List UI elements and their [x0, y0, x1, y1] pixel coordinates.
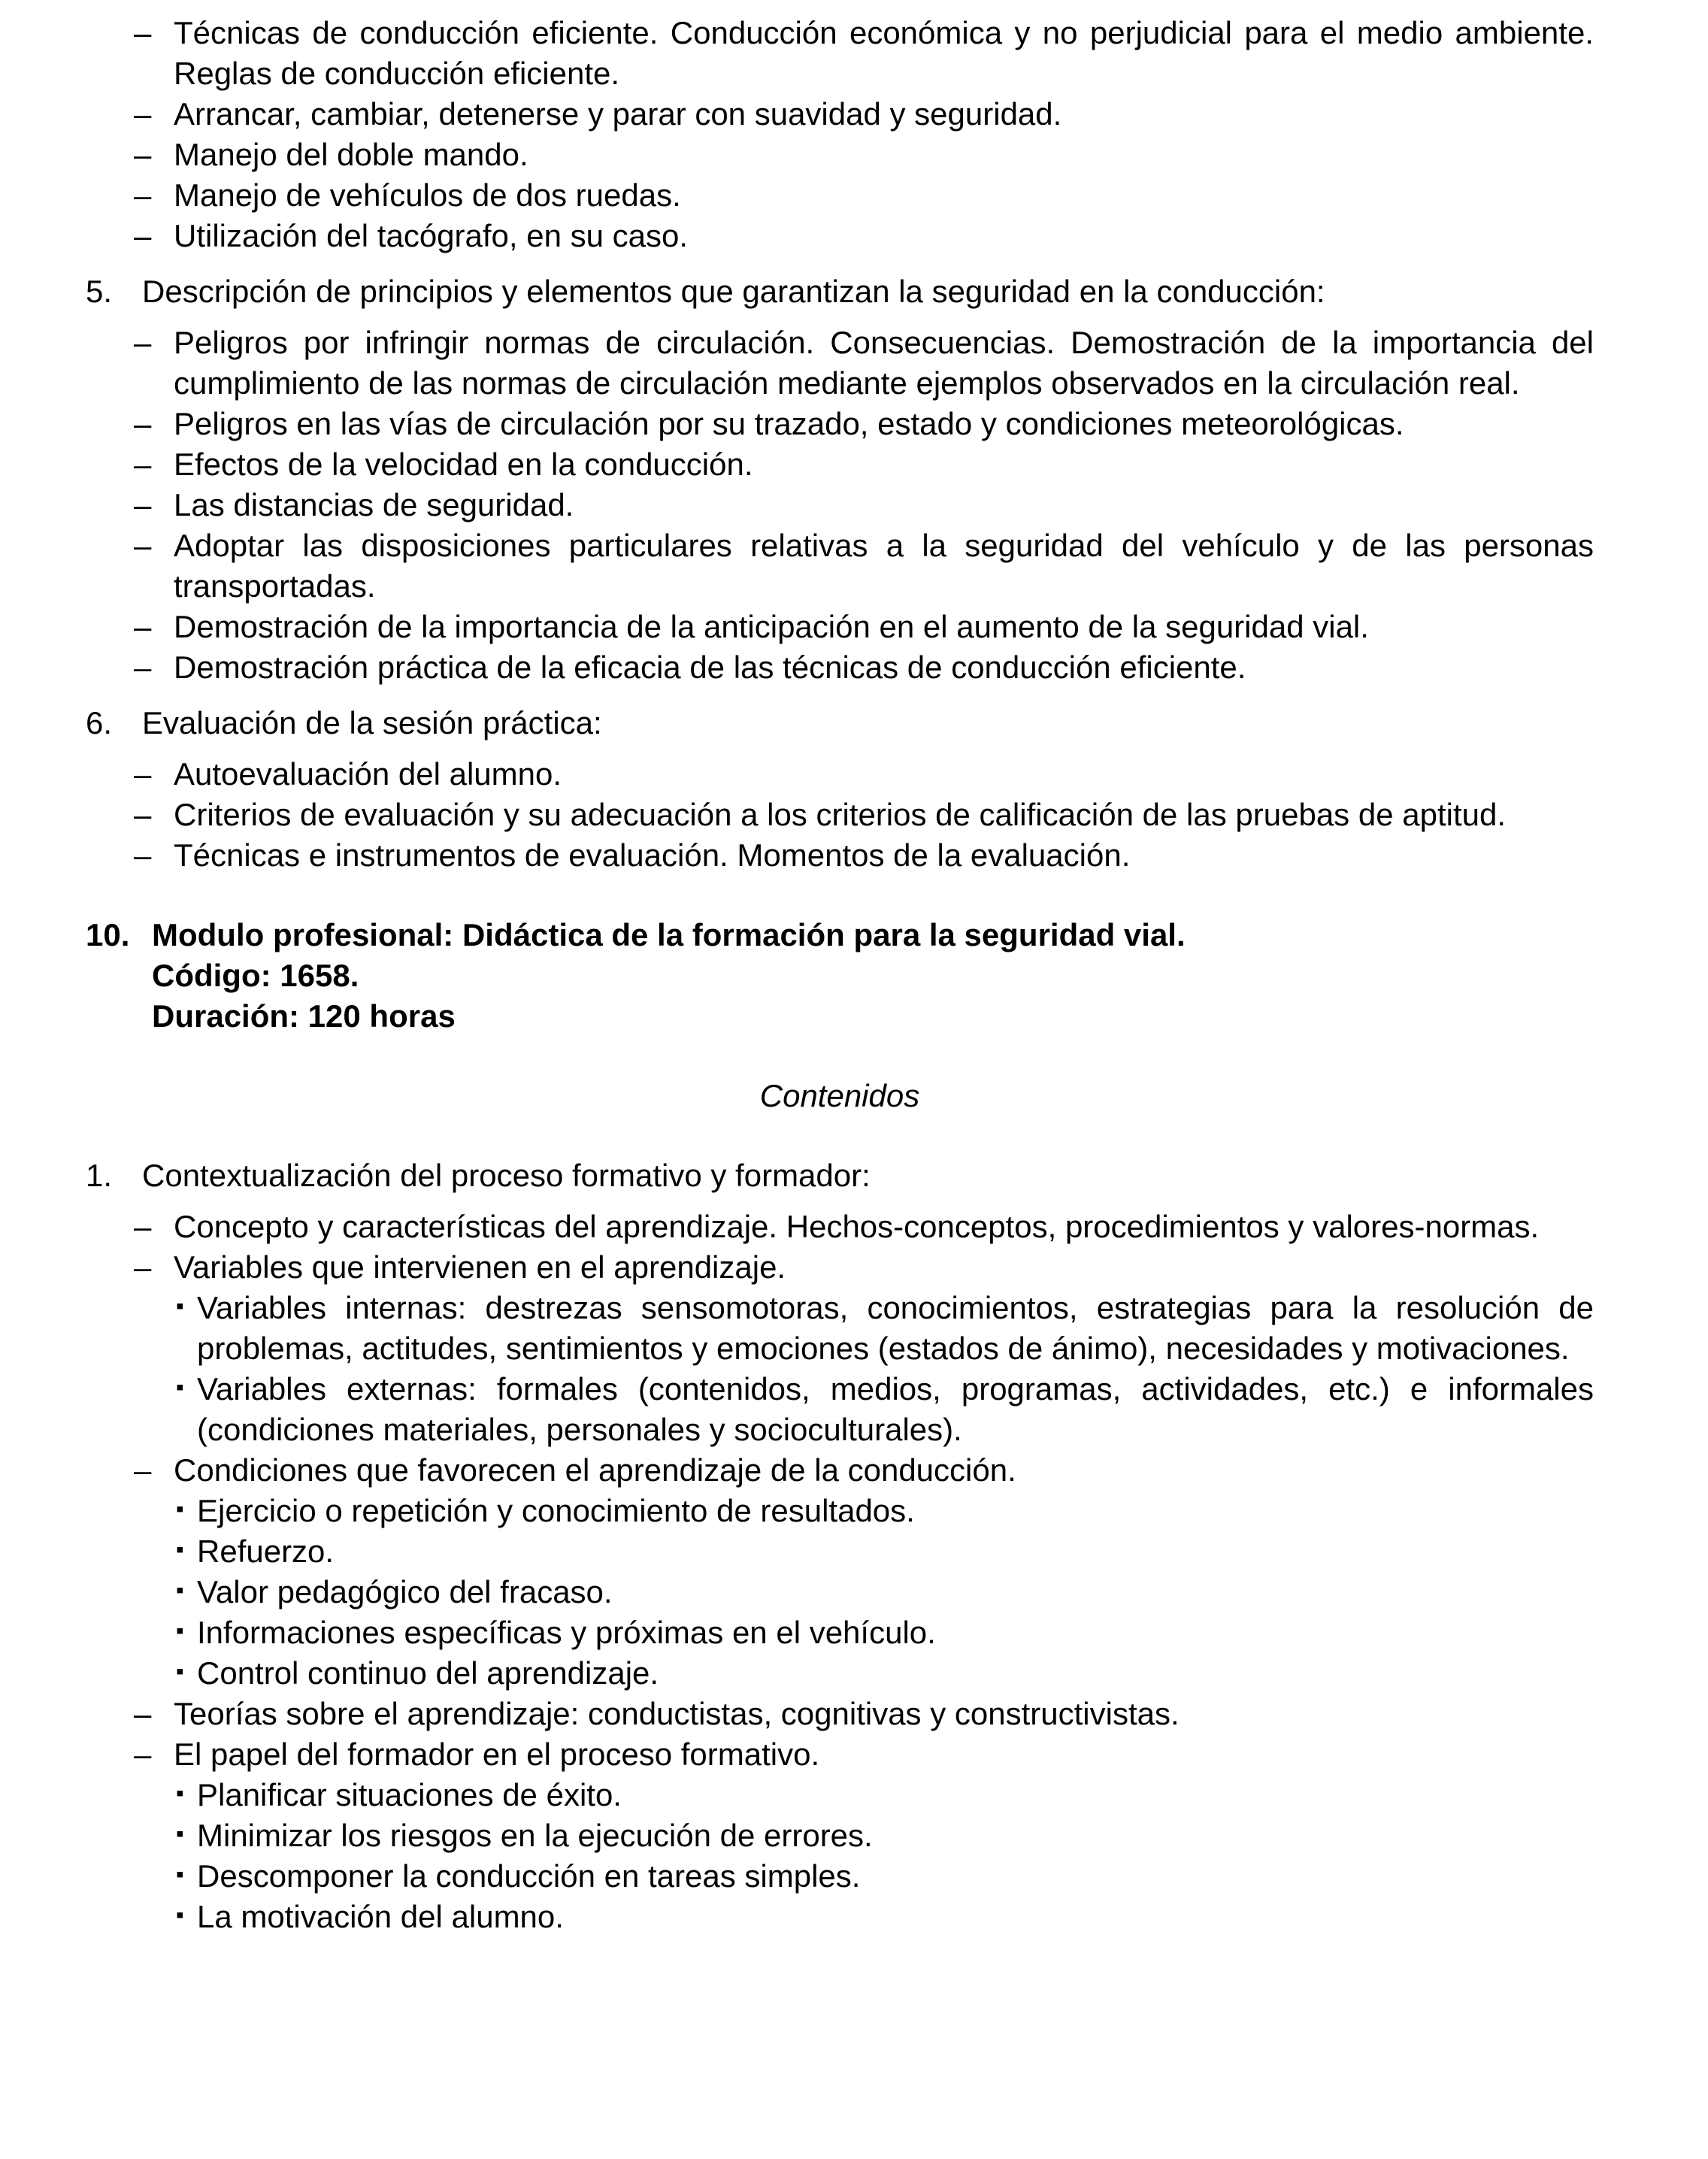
item-text: Demostración de la importancia de la anticipación en el aumento de la seguridad vial. — [174, 609, 1369, 644]
item-text: Valor pedagógico del fracaso. — [197, 1574, 613, 1609]
module-title: Modulo profesional: Didáctica de la formación para la seguridad vial. — [152, 917, 1186, 952]
bullet-icon: ▪ — [176, 1903, 184, 1927]
bullet-item — [86, 1369, 1594, 1450]
item-text: Concepto y características del aprendizaje. Hechos-conceptos, procedimientos y valores-normas. — [174, 1209, 1540, 1244]
bullet-icon: ▪ — [176, 1294, 184, 1319]
bullet-item — [86, 1288, 1594, 1369]
item-text: Control continuo del aprendizaje. — [197, 1655, 659, 1691]
list-item — [86, 444, 1594, 485]
dash-marker: – — [134, 325, 152, 360]
dash-marker: – — [134, 1209, 152, 1244]
item-text: Efectos de la velocidad en la conducción. — [174, 447, 753, 482]
dash-marker: – — [134, 15, 152, 50]
bullet-item — [86, 1815, 1594, 1856]
list-item — [86, 1734, 1594, 1775]
section-number: 5. — [86, 274, 113, 309]
list-item — [86, 94, 1594, 135]
bullet-item — [86, 1531, 1594, 1572]
module-heading — [86, 915, 1594, 1037]
item-text: Técnicas e instrumentos de evaluación. Momentos de la evaluación. — [174, 837, 1131, 873]
item-text: Las distancias de seguridad. — [174, 487, 574, 522]
module-duration: Duración: 120 horas — [152, 998, 456, 1034]
item-text: Peligros en las vías de circulación por su trazado, estado y condiciones meteorológicas. — [174, 406, 1404, 441]
list-item — [86, 1207, 1594, 1247]
item-text: El papel del formador en el proceso formativo. — [174, 1737, 820, 1772]
dash-marker: – — [134, 756, 152, 792]
item-text: Demostración práctica de la eficacia de las técnicas de conducción eficiente. — [174, 650, 1246, 685]
item-text: Técnicas de conducción eficiente. Conducción económica y no perjudicial para el medio ambiente. Reglas de conducción eficiente. — [174, 15, 1594, 91]
dash-marker: – — [134, 487, 152, 522]
item-text: Descomponer la conducción en tareas simples. — [197, 1858, 861, 1894]
bullet-item — [86, 1897, 1594, 1937]
item-text: Teorías sobre el aprendizaje: conductistas, cognitivas y constructivistas. — [174, 1696, 1180, 1731]
list-item — [86, 795, 1594, 835]
list-item — [86, 754, 1594, 795]
dash-marker: – — [134, 797, 152, 832]
pre-items-list — [86, 13, 1594, 256]
bullet-icon: ▪ — [176, 1618, 184, 1643]
section-number: 6. — [86, 705, 113, 740]
list-item — [86, 135, 1594, 175]
item-text: Variables que intervienen en el aprendizaje. — [174, 1249, 786, 1285]
dash-marker: – — [134, 406, 152, 441]
list-item — [86, 525, 1594, 607]
module-code: Código: 1658. — [152, 958, 359, 993]
bullet-icon: ▪ — [176, 1862, 184, 1887]
list-item — [86, 1247, 1594, 1288]
dash-marker: – — [134, 609, 152, 644]
list-item — [86, 322, 1594, 404]
bullet-icon: ▪ — [176, 1537, 184, 1562]
bullet-item — [86, 1572, 1594, 1612]
list-item — [86, 13, 1594, 94]
list-item — [86, 216, 1594, 256]
list-item — [86, 404, 1594, 444]
item-text: Minimizar los riesgos en la ejecución de errores. — [197, 1818, 873, 1853]
item-text: Informaciones específicas y próximas en el vehículo. — [197, 1615, 936, 1650]
item-text: Utilización del tacógrafo, en su caso. — [174, 218, 689, 253]
list-item — [86, 647, 1594, 688]
list-item — [86, 607, 1594, 647]
item-text: Variables externas: formales (contenidos, medios, programas, actividades, etc.) e informales (condiciones materiales, personales y socioculturales). — [197, 1371, 1594, 1447]
item-text: Arrancar, cambiar, detenerse y parar con suavidad y seguridad. — [174, 96, 1062, 132]
bullet-item — [86, 1491, 1594, 1531]
module-number: 10. — [86, 917, 130, 952]
bullet-item — [86, 1856, 1594, 1897]
bullet-icon: ▪ — [176, 1375, 184, 1400]
section-title: Descripción de principios y elementos que garantizan la seguridad en la conducción: — [142, 274, 1325, 309]
section-title: Evaluación de la sesión práctica: — [142, 705, 602, 740]
item-text: Manejo de vehículos de dos ruedas. — [174, 177, 681, 213]
section-6-items — [86, 754, 1594, 876]
section-1-heading — [86, 1155, 1594, 1196]
bullet-icon: ▪ — [176, 1497, 184, 1522]
list-item — [86, 485, 1594, 525]
item-text: Autoevaluación del alumno. — [174, 756, 562, 792]
section-number: 1. — [86, 1158, 113, 1193]
item-text: Planificar situaciones de éxito. — [197, 1777, 622, 1812]
section-1-items — [86, 1207, 1594, 1937]
item-text: Manejo del doble mando. — [174, 137, 528, 172]
item-text: Criterios de evaluación y su adecuación a los criterios de calificación de las pruebas de aptitud. — [174, 797, 1506, 832]
item-text: Variables internas: destrezas sensomotoras, conocimientos, estrategias para la resolución de problemas, actitudes, sentimientos y emociones (estados de ánimo), necesidades y motivaciones. — [197, 1290, 1594, 1366]
list-item — [86, 1450, 1594, 1491]
item-text: Condiciones que favorecen el aprendizaje de la conducción. — [174, 1452, 1016, 1488]
dash-marker: – — [134, 650, 152, 685]
dash-marker: – — [134, 177, 152, 213]
item-text: Ejercicio o repetición y conocimiento de resultados. — [197, 1493, 915, 1528]
section-5-items — [86, 322, 1594, 688]
dash-marker: – — [134, 528, 152, 563]
bullet-icon: ▪ — [176, 1821, 184, 1846]
dash-marker: – — [134, 447, 152, 482]
dash-marker: – — [134, 218, 152, 253]
dash-marker: – — [134, 1737, 152, 1772]
bullet-icon: ▪ — [176, 1659, 184, 1684]
bullet-icon: ▪ — [176, 1578, 184, 1603]
contents-heading: Contenidos — [759, 1078, 920, 1113]
dash-marker: – — [134, 1452, 152, 1488]
section-title: Contextualización del proceso formativo y formador: — [142, 1158, 871, 1193]
item-text: Peligros por infringir normas de circulación. Consecuencias. Demostración de la importancia del cumplimiento de las normas de circulación mediante ejemplos observados en la circulación real. — [174, 325, 1594, 401]
list-item — [86, 1694, 1594, 1734]
bullet-icon: ▪ — [176, 1781, 184, 1806]
bullet-item — [86, 1612, 1594, 1653]
bullet-item — [86, 1775, 1594, 1815]
dash-marker: – — [134, 96, 152, 132]
dash-marker: – — [134, 1696, 152, 1731]
item-text: Refuerzo. — [197, 1534, 335, 1569]
item-text: La motivación del alumno. — [197, 1899, 564, 1934]
dash-marker: – — [134, 837, 152, 873]
section-6-heading — [86, 703, 1594, 743]
dash-marker: – — [134, 137, 152, 172]
dash-marker: – — [134, 1249, 152, 1285]
section-5-heading — [86, 271, 1594, 312]
list-item — [86, 835, 1594, 876]
item-text: Adoptar las disposiciones particulares relativas a la seguridad del vehículo y de las personas transportadas. — [174, 528, 1594, 604]
bullet-item — [86, 1653, 1594, 1694]
list-item — [86, 175, 1594, 216]
